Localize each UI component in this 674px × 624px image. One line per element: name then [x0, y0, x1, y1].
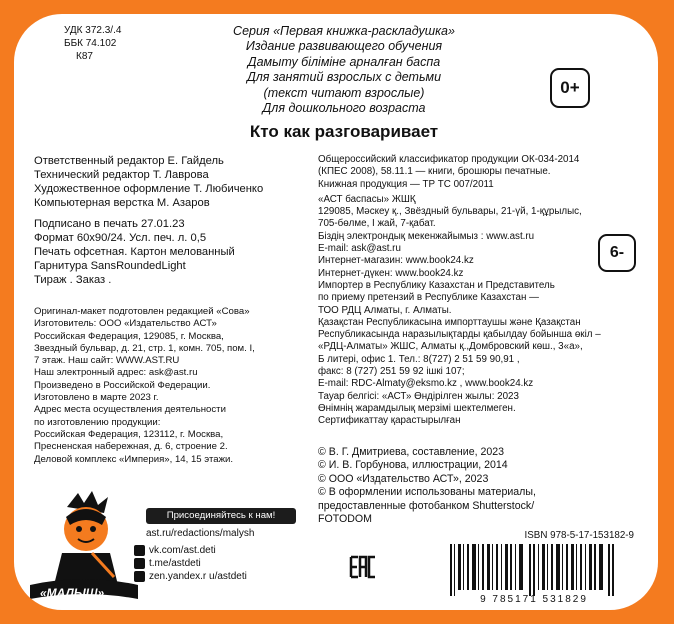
social-links — [134, 544, 334, 583]
udk-block: УДК 372.3/.4 ББК 74.102 К87 — [64, 25, 122, 62]
isbn: ISBN 978-5-17-153182-9 — [524, 530, 634, 541]
age-rating-badge-secondary: 6- — [598, 234, 636, 272]
copyright-block: © В. Г. Дмитриева, составление, 2023 © И. В. Горбунова, иллюстрации, 2014 © ООО «Издательство АСТ», 2023 © В оформлении использованы материалы, предоставленные фотобанком Shutterstock/ FOTODOM — [318, 446, 536, 526]
brand-logo-text: «МАЛЫШ» — [40, 586, 105, 600]
classification-block: Общероссийский классификатор продукции ОК-034-2014 (КПЕС 2008), 58.11.1 — книги, брошюры печатные. Книжная продукция — ТР ТС 007/2011 «АСТ баспасы» ЖШҚ 129085, Мәскеу қ., Звёздный бульвары, 21-үй, 1-құрылыс, 705-бөлме, I жай, 7-қабат. Біздің электрондық мекенжайымыз : www.ast.ru E-mail: ask@ast.ru Интернет-магазин: www.book24.kz Интернет-дүкен: www.book24.kz Импортер в Республику Казахстан и Представитель по приему претензий в Республике Казахстан — ТОО РДЦ Алматы, г. Алматы. Қазақстан Республикасына импорттаушы және Қазақстан Республикасында наразылықтарды қабылдау бойынша өкіл – «РДЦ-Алматы» ЖШС, Алматы қ.,Домбровский көш., 3«а», Б литері, офис 1. Тел.: 8(727) 2 51 59 90,91 , факс: 8 (727) 251 59 92 ішкі 107; E-mail: RDC-Almaty@eksmo.kz , www.book24.kz Тауар белгісі: «АСТ» Өндірілген жылы: 2023 Өнімнің жарамдылық мерзімі шектелмеген. Сертификаттау қарастырылған — [318, 154, 601, 427]
book-title: Кто как разговаривает — [249, 122, 439, 141]
website-link[interactable]: ast.ru/redactions/malysh — [146, 528, 255, 539]
vk-icon — [134, 545, 145, 556]
manufacturer-block: Оригинал-макет подготовлен редакцией «Сова» Изготовитель: ООО «Издательство АСТ» Российская Федерация, 129085, г. Москва, Звездный бульвар, д. 21, стр. 1, комн. 705, пом. I, 7 этаж. Наш сайт: WWW.AST.RU Наш электронный адрес: ask@ast.ru Произведено в Российской Федерации. Изготовлено в марте 2023 г. Адрес места осуществления деятельности по изготовлению продукции: Российская Федерация, 123112, г. Москва, Пресненская набережная, д. 6, строение 2. Деловой комплекс «Империя», 14, 15 этажи. — [34, 306, 255, 465]
join-us-banner[interactable]: Присоединяйтесь к нам! — [146, 508, 296, 524]
staff-print-block — [34, 154, 324, 294]
age-rating-badge: 0+ — [550, 68, 590, 108]
staff-list: Ответственный редактор Е. Гайдель Технический редактор Т. Лаврова Художественное оформление Т. Любиченко Компьютерная верстка М. Азаров — [34, 155, 264, 209]
social-vk[interactable]: vk.com/ast.deti — [134, 544, 334, 557]
social-telegram[interactable]: t.me/astdeti — [134, 557, 334, 570]
print-details: Подписано в печать 27.01.23 Формат 60х90/24. Усл. печ. л. 0,5 Печать офсетная. Картон мелованный Гарнитура SansRoundedLight Тираж . Заказ . — [34, 218, 235, 286]
zen-icon — [134, 571, 145, 582]
book-back-cover — [14, 14, 658, 610]
social-zen[interactable]: zen.yandex.r u/astdeti — [134, 570, 334, 583]
barcode — [444, 544, 624, 596]
series-block: Серия «Первая книжка-раскладушка» Издание развивающего обучения Дамыту біліміне арналған баспа Для занятий взрослых с детьми (текст читают взрослые) Для дошкольного возраста — [233, 24, 455, 116]
barcode-number: 9 785171 531829 — [480, 594, 588, 605]
eac-mark-icon — [348, 552, 378, 582]
telegram-icon — [134, 558, 145, 569]
